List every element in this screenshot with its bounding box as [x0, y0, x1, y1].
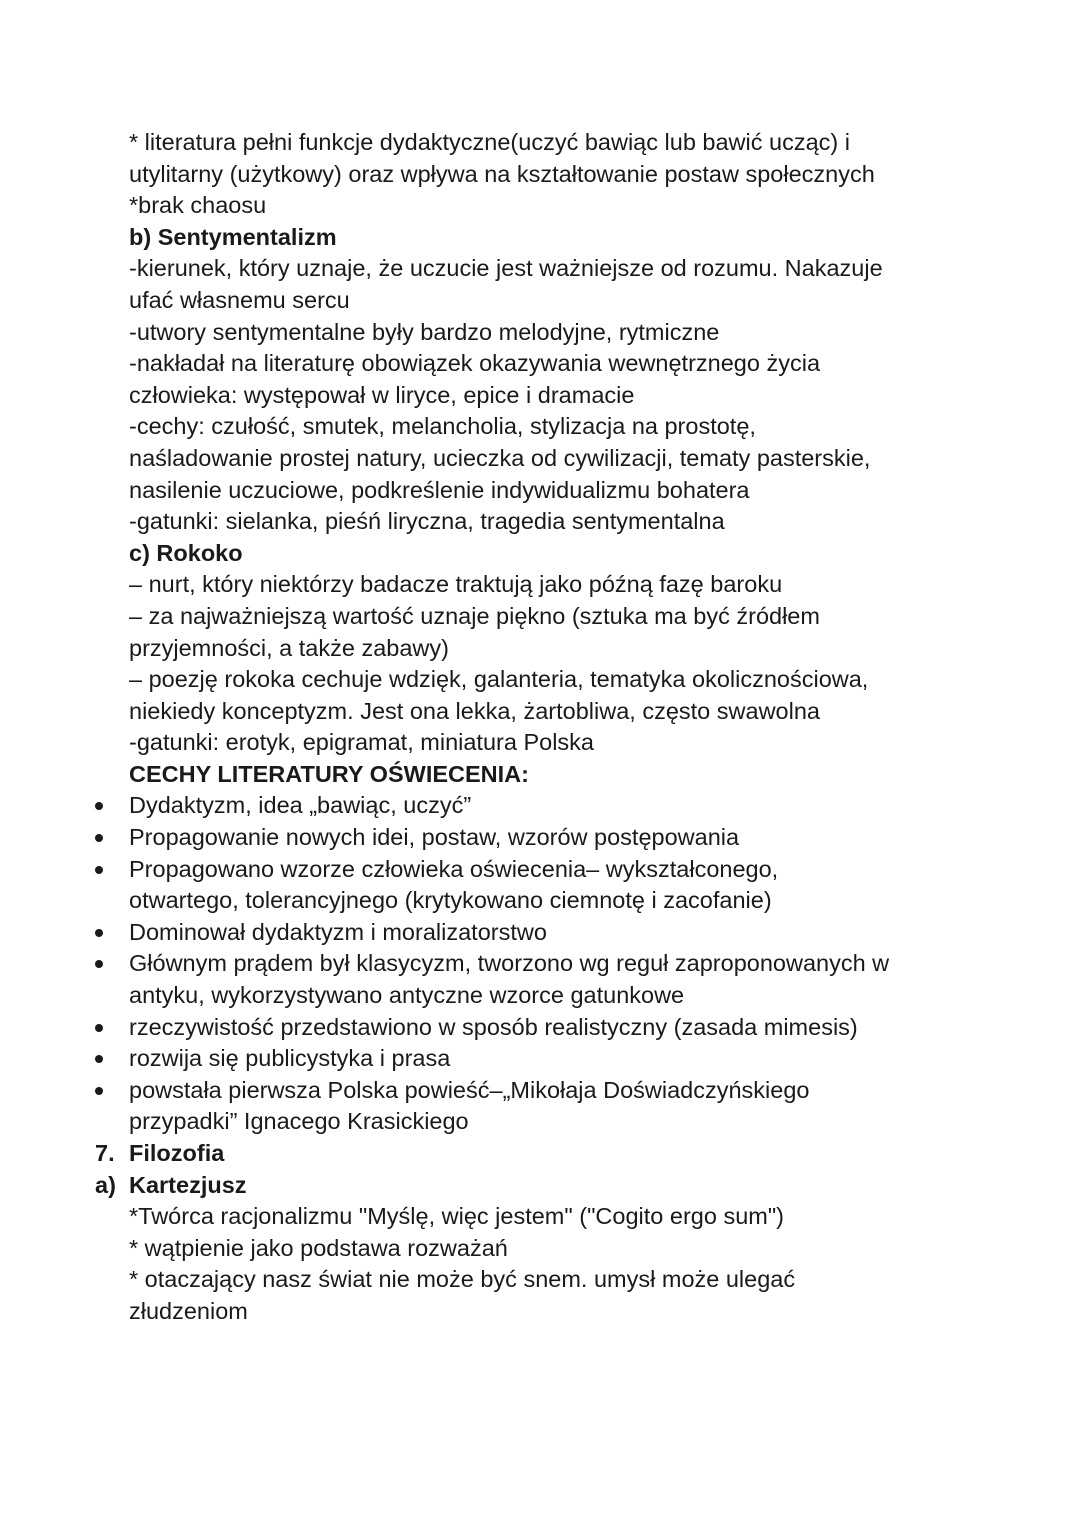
text-line: – za najważniejszą wartość uznaje piękno (sztuka ma być źródłem [129, 602, 820, 629]
text-line: przyjemności, a także zabawy) [129, 634, 449, 661]
lettered-heading-kartezjusz [0, 1170, 1080, 1202]
text-line: złudzeniom [129, 1297, 248, 1324]
text-line: Propagowanie nowych idei, postaw, wzorów postępowania [129, 824, 740, 851]
text-line: antyku, wykorzystywano antyczne wzorce gatunkowe [129, 982, 685, 1009]
text-line: – nurt, który niektórzy badacze traktują jako późną fazę baroku [129, 571, 783, 598]
text-line: *Twórca racjonalizmu "Myślę, więc jestem" ("Cogito ergo sum") [129, 1203, 785, 1230]
text-line: -cechy: czułość, smutek, melancholia, stylizacja na prostotę, [129, 413, 756, 440]
bullet-dot-icon [95, 929, 103, 937]
text-line: -gatunki: erotyk, epigramat, miniatura Polska [129, 729, 594, 756]
text-line: nasilenie uczuciowe, podkreślenie indywidualizmu bohatera [129, 476, 750, 503]
bullet-item [0, 1043, 1080, 1075]
text-line: * otaczający nasz świat nie może być snem. umysł może ulegać [129, 1266, 796, 1293]
bullet-item [0, 917, 1080, 949]
bullet-item [0, 948, 1080, 1011]
text-line: przypadki” Ignacego Krasickiego [129, 1108, 469, 1135]
list-number: 7. [95, 1140, 115, 1166]
section-heading-sentymentalizm: b) Sentymentalizm [129, 223, 337, 250]
text-line: Dominował dydaktyzm i moralizatorstwo [129, 918, 547, 945]
bullet-item [0, 1075, 1080, 1138]
section-heading-filozofia: Filozofia [129, 1140, 225, 1166]
section-heading-cechy: CECHY LITERATURY OŚWIECENIA: [129, 760, 529, 787]
text-line: -nakładał na literaturę obowiązek okazywania wewnętrznego życia [129, 350, 821, 377]
bullet-item [0, 822, 1080, 854]
bullet-item [0, 854, 1080, 917]
text-line: -gatunki: sielanka, pieśń liryczna, tragedia sentymentalna [129, 508, 725, 535]
text-line: Dydaktyzm, idea „bawiąc, uczyć” [129, 792, 472, 819]
text-line: utylitarny (użytkowy) oraz wpływa na kształtowanie postaw społecznych [129, 160, 875, 187]
list-letter: a) [95, 1171, 116, 1198]
text-line: – poezję rokoka cechuje wdzięk, galanteria, tematyka okolicznościowa, [129, 666, 869, 693]
text-line: rozwija się publicystyka i prasa [129, 1045, 451, 1072]
text-line: -kierunek, który uznaje, że uczucie jest ważniejsze od rozumu. Nakazuje [129, 255, 883, 282]
bullet-dot-icon [95, 866, 103, 874]
text-line: * wątpienie jako podstawa rozważań [129, 1234, 508, 1261]
text-line: rzeczywistość przedstawiono w sposób realistyczny (zasada mimesis) [129, 1013, 858, 1040]
section-heading-rokoko: c) Rokoko [129, 539, 243, 566]
text-line: ufać własnemu sercu [129, 286, 350, 313]
section-heading-kartezjusz: Kartezjusz [129, 1171, 247, 1198]
text-line: Propagowano wzorze człowieka oświecenia– wykształconego, [129, 855, 779, 882]
numbered-heading-filozofia [0, 1138, 1080, 1170]
document-content [0, 127, 1080, 1328]
bullet-item [0, 790, 1080, 822]
bullet-dot-icon [95, 1024, 103, 1032]
text-line: * literatura pełni funkcje dydaktyczne(uczyć bawiąc lub bawić ucząc) i [129, 129, 850, 155]
text-line: człowieka: występował w liryce, epice i dramacie [129, 381, 635, 408]
text-line: *brak chaosu [129, 192, 267, 219]
text-line: naśladowanie prostej natury, ucieczka od cywilizacji, tematy pasterskie, [129, 444, 871, 471]
text-line: powstała pierwsza Polska powieść–„Mikołaja Doświadczyńskiego [129, 1076, 810, 1103]
text-line: niekiedy konceptyzm. Jest ona lekka, żartobliwa, często swawolna [129, 697, 820, 724]
bullet-dot-icon [95, 1087, 103, 1095]
bullet-item [0, 1012, 1080, 1044]
bullet-dot-icon [95, 834, 103, 842]
text-line: otwartego, tolerancyjnego (krytykowano ciemnotę i zacofanie) [129, 887, 772, 914]
text-line: -utwory sentymentalne były bardzo melodyjne, rytmiczne [129, 318, 720, 345]
text-line: Głównym prądem był klasycyzm, tworzono wg reguł zaproponowanych w [129, 950, 890, 977]
